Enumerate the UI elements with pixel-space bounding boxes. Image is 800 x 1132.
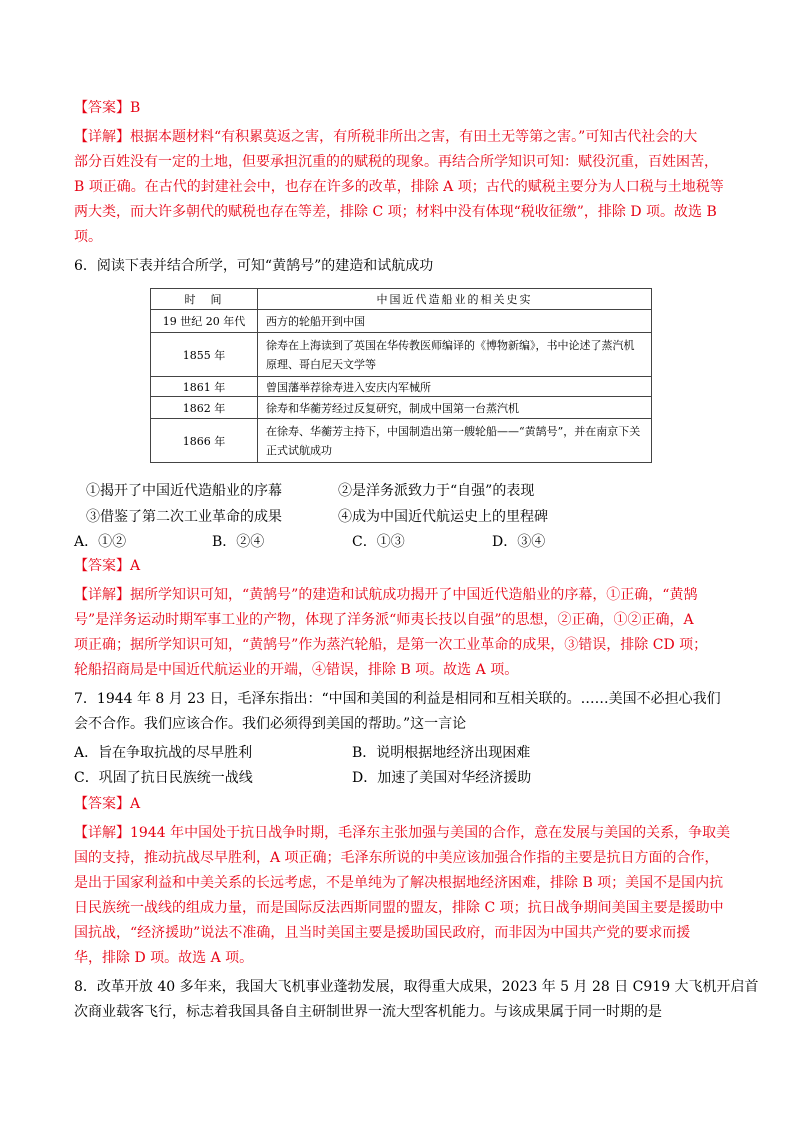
q7-stem-line: 会不合作。我们应该合作。我们必须得到美国的帮助。”这一言论	[74, 716, 467, 732]
table-cell-fact: 曾国藩举荐徐寿进入安庆内军械所	[258, 377, 652, 397]
table-cell-time: 1862 年	[151, 397, 258, 419]
q8-stem-line: 8．改革开放 40 多年来，我国大飞机事业蓬勃发展，取得重大成果，2023 年 5 月 28 日 C919 大飞机开启首	[74, 979, 759, 995]
q5-detail-line: 项。	[74, 229, 102, 245]
detail-text: 根据本题材料“有积累莫返之害，有所税非所出之害，有田土无等第之害。”可知古代社会的大	[130, 129, 698, 145]
q7-detail-line: 是出于国家利益和中美关系的长远考虑，不是单纯为了解决根据地经济困难，排除 B 项；美国不是国内抗	[74, 875, 724, 891]
q5-detail-line: B 项正确。在古代的封建社会中，也存在许多的改革，排除 A 项；古代的赋税主要分为人口税与土地税等	[74, 179, 724, 195]
q7-option-b: B．说明根据地经济出现困难	[352, 745, 531, 761]
table-cell-fact: 徐寿在上海读到了英国在华传教医师编译的《博物新编》，书中论述了蒸汽机原理、哥白尼天文学等	[258, 333, 652, 377]
q6-detail-line: 号”是洋务运动时期军事工业的产物，体现了洋务派“师夷长技以自强”的思想，②正确，①②正确，A	[74, 612, 694, 628]
table-row	[151, 377, 652, 397]
q7-detail-line	[74, 824, 734, 842]
q7-option-a: A．旨在争取抗战的尽早胜利	[74, 745, 253, 761]
detail-text: 1944 年中国处于抗日战争时期，毛泽东主张加强与美国的合作，意在发展与美国的关系，争取美	[130, 825, 731, 841]
detail-tag: 【详解】	[74, 129, 130, 145]
q6-detail-line: 项正确；据所学知识可知，“黄鹄号”作为蒸汽轮船，是第一次工业革命的成果，③错误，排除 CD 项；	[74, 637, 708, 653]
q6-statement: ②是洋务派致力于“自强”的表现	[338, 483, 535, 499]
q6-stem: 6．阅读下表并结合所学，可知“黄鹄号”的建造和试航成功	[74, 258, 434, 274]
table-cell-time: 19 世纪 20 年代	[151, 310, 258, 333]
table-cell-time: 1861 年	[151, 377, 258, 397]
detail-tag: 【详解】	[74, 825, 130, 841]
table-cell-fact: 西方的轮船开到中国	[258, 310, 652, 333]
answer-tag: 【答案】	[74, 100, 130, 116]
q7-option-c: C．巩固了抗日民族统一战线	[74, 770, 253, 786]
q6-statement: ①揭开了中国近代造船业的序幕	[86, 483, 282, 499]
answer-value: A	[130, 558, 141, 574]
q6-option-b: B．②④	[212, 534, 265, 550]
table-row	[151, 310, 652, 333]
detail-text: 据所学知识可知，“黄鹄号”的建造和试航成功揭开了中国近代造船业的序幕，①正确，“黄鹄	[130, 587, 698, 603]
table-header-time: 时 间	[151, 289, 258, 310]
q7-detail-line: 国抗战，“经济援助”说法不准确，且当时美国主要是援助国民政府，而非因为中国共产党的要求而援	[74, 925, 691, 941]
table-row	[151, 419, 652, 463]
q6-statement: ④成为中国近代航运史上的里程碑	[338, 509, 548, 525]
q6-detail-line: 轮船招商局是中国近代航运业的开端，④错误，排除 B 项。故选 A 项。	[74, 662, 519, 678]
table-header-row	[151, 289, 652, 310]
answer-value: A	[130, 796, 141, 812]
q6-option-d: D．③④	[492, 534, 546, 550]
table-cell-fact: 在徐寿、华蘅芳主持下，中国制造出第一艘轮船——“黄鹄号”，并在南京下关正式试航成功	[258, 419, 652, 463]
q7-detail-line: 华，排除 D 项。故选 A 项。	[74, 950, 254, 966]
table-header-fact: 中国近代造船业的相关史实	[258, 289, 652, 310]
answer-tag: 【答案】	[74, 796, 130, 812]
answer-tag: 【答案】	[74, 558, 130, 574]
table-cell-time: 1866 年	[151, 419, 258, 463]
q6-statement: ③借鉴了第二次工业革命的成果	[86, 509, 282, 525]
q5-detail-line: 两大类，而大许多朝代的赋税也存在等差，排除 C 项；材料中没有体现“税收征缴”，排除 D 项。故选 B	[74, 204, 717, 220]
answer-value: B	[130, 100, 141, 116]
q5-detail-line	[74, 128, 734, 146]
detail-tag: 【详解】	[74, 587, 130, 603]
q5-answer-line	[74, 99, 734, 117]
q6-option-c: C．①③	[352, 534, 405, 550]
q6-option-a: A．①②	[74, 534, 127, 550]
q5-detail-line: 部分百姓没有一定的土地，但要承担沉重的的赋税的现象。再结合所学知识可知：赋役沉重，百姓困苦，	[74, 154, 718, 170]
q6-detail-line	[74, 586, 734, 604]
q7-detail-line: 日民族统一战线的组成力量，而是国际反法西斯同盟的盟友，排除 C 项；抗日战争期间美国主要是援助中	[74, 900, 724, 916]
q7-stem-line: 7．1944 年 8 月 23 日，毛泽东指出：“中国和美国的利益是相同和互相关联的。……美国不必担心我们	[74, 691, 721, 707]
q6-answer-line	[74, 557, 734, 575]
q6-history-table	[150, 288, 652, 463]
q7-detail-line: 国的支持，推动抗战尽早胜利，A 项正确；毛泽东所说的中美应该加强合作指的主要是抗日方面的合作，	[74, 850, 719, 866]
q8-stem-line: 次商业载客飞行，标志着我国具备自主研制世界一流大型客机能力。与该成果属于同一时期的是	[74, 1004, 662, 1020]
q7-option-d: D．加速了美国对华经济援助	[352, 770, 532, 786]
table-row	[151, 397, 652, 419]
table-cell-time: 1855 年	[151, 333, 258, 377]
table-cell-fact: 徐寿和华蘅芳经过反复研究，制成中国第一台蒸汽机	[258, 397, 652, 419]
q7-answer-line	[74, 795, 734, 813]
table-row	[151, 333, 652, 377]
